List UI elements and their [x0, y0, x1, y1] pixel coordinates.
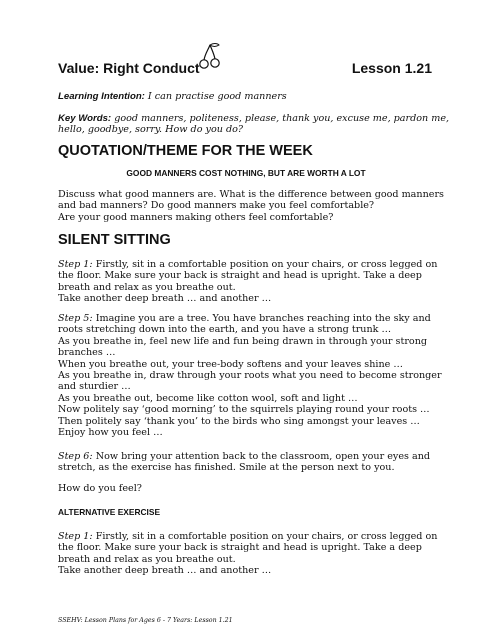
quotation-heading: QUOTATION/THEME FOR THE WEEK — [58, 143, 313, 159]
discussion-line: and bad manners? Do good manners make you feel comfortable? — [58, 200, 375, 212]
key-words-label: Key Words: — [58, 113, 112, 124]
step5-text: Now politely say ‘good morning’ to the squirrels playing round your roots … — [58, 404, 430, 416]
step6-paragraph — [58, 451, 434, 474]
lesson-number: Lesson 1.21 — [351, 60, 432, 76]
alt-step1-text: the floor. Make sure your back is straight and head is upright. Take a deep — [58, 542, 422, 554]
step5-paragraph — [58, 313, 442, 439]
discussion-line: Discuss what good manners are. What is the difference between good manners — [58, 189, 444, 200]
step6-label: Step 6: — [58, 451, 93, 462]
learning-intention-label: Learning Intention: — [58, 91, 145, 102]
step1-paragraph — [58, 259, 438, 305]
step5-text: As you breathe out, become like cotton wool, soft and light … — [58, 392, 358, 404]
quotation-text: GOOD MANNERS COST NOTHING, BUT ARE WORTH A LOT — [126, 168, 366, 178]
step6-text: stretch, as the exercise has finished. Smile at the person next to you. — [58, 462, 395, 474]
step5-text: Imagine you are a tree. You have branches reaching into the sky and — [92, 313, 431, 324]
step5-text: roots stretching down into the earth, and you have a strong trunk … — [58, 324, 392, 336]
step5-text: and sturdier … — [58, 381, 131, 393]
alt-step1-text: Take another deep breath … and another … — [58, 565, 272, 577]
key-words — [58, 113, 450, 136]
value-title: Value: Right Conduct — [58, 60, 200, 76]
page-footer: SSEHV: Lesson Plans for Ages 6 - 7 Years: Lesson 1.21 — [58, 617, 233, 624]
silent-sitting-heading: SILENT SITTING — [58, 232, 171, 248]
alt-step1-text: breath and relax as you breathe out. — [58, 553, 236, 565]
key-words-text-2: hello, goodbye, sorry. How do you do? — [58, 124, 244, 136]
step1-text: Firstly, sit in a comfortable position on your chairs, or cross legged on — [92, 259, 438, 270]
cherries-icon — [198, 42, 222, 72]
step5-text: When you breathe out, your tree-body softens and your leaves shine … — [58, 358, 403, 370]
step6-text: Now bring your attention back to the classroom, open your eyes and — [92, 451, 431, 462]
step5-label: Step 5: — [58, 313, 93, 324]
step5-text: As you breathe in, feel new life and fun being drawn in through your strong — [58, 335, 428, 347]
step1-text: Take another deep breath … and another … — [58, 293, 272, 305]
how-do-you-feel: How do you feel? — [58, 483, 142, 494]
step1-text: the floor. Make sure your back is straight and head is upright. Take a deep — [58, 270, 422, 282]
key-words-text-1: good manners, politeness, please, thank you, excuse me, pardon me, — [111, 113, 450, 124]
lesson-header — [58, 56, 432, 80]
alternative-heading: ALTERNATIVE EXERCISE — [58, 507, 161, 517]
discussion-line: Are your good manners making others feel comfortable? — [58, 211, 334, 223]
step5-text: Enjoy how you feel … — [58, 427, 163, 439]
step5-text: Then politely say ‘thank you’ to the birds who sing amongst your leaves … — [58, 415, 420, 427]
alt-step1-paragraph — [58, 531, 438, 577]
alt-step1-label: Step 1: — [58, 531, 93, 542]
step5-text: branches … — [58, 347, 116, 359]
learning-intention-text: I can practise good manners — [144, 91, 287, 102]
discussion-paragraph — [58, 189, 444, 223]
step5-text: As you breathe in, draw through your roots what you need to become stronger — [58, 370, 442, 382]
step1-text: breath and relax as you breathe out. — [58, 281, 236, 293]
alt-step1-text: Firstly, sit in a comfortable position on your chairs, or cross legged on — [92, 531, 438, 542]
learning-intention — [58, 91, 434, 102]
step1-label: Step 1: — [58, 259, 93, 270]
